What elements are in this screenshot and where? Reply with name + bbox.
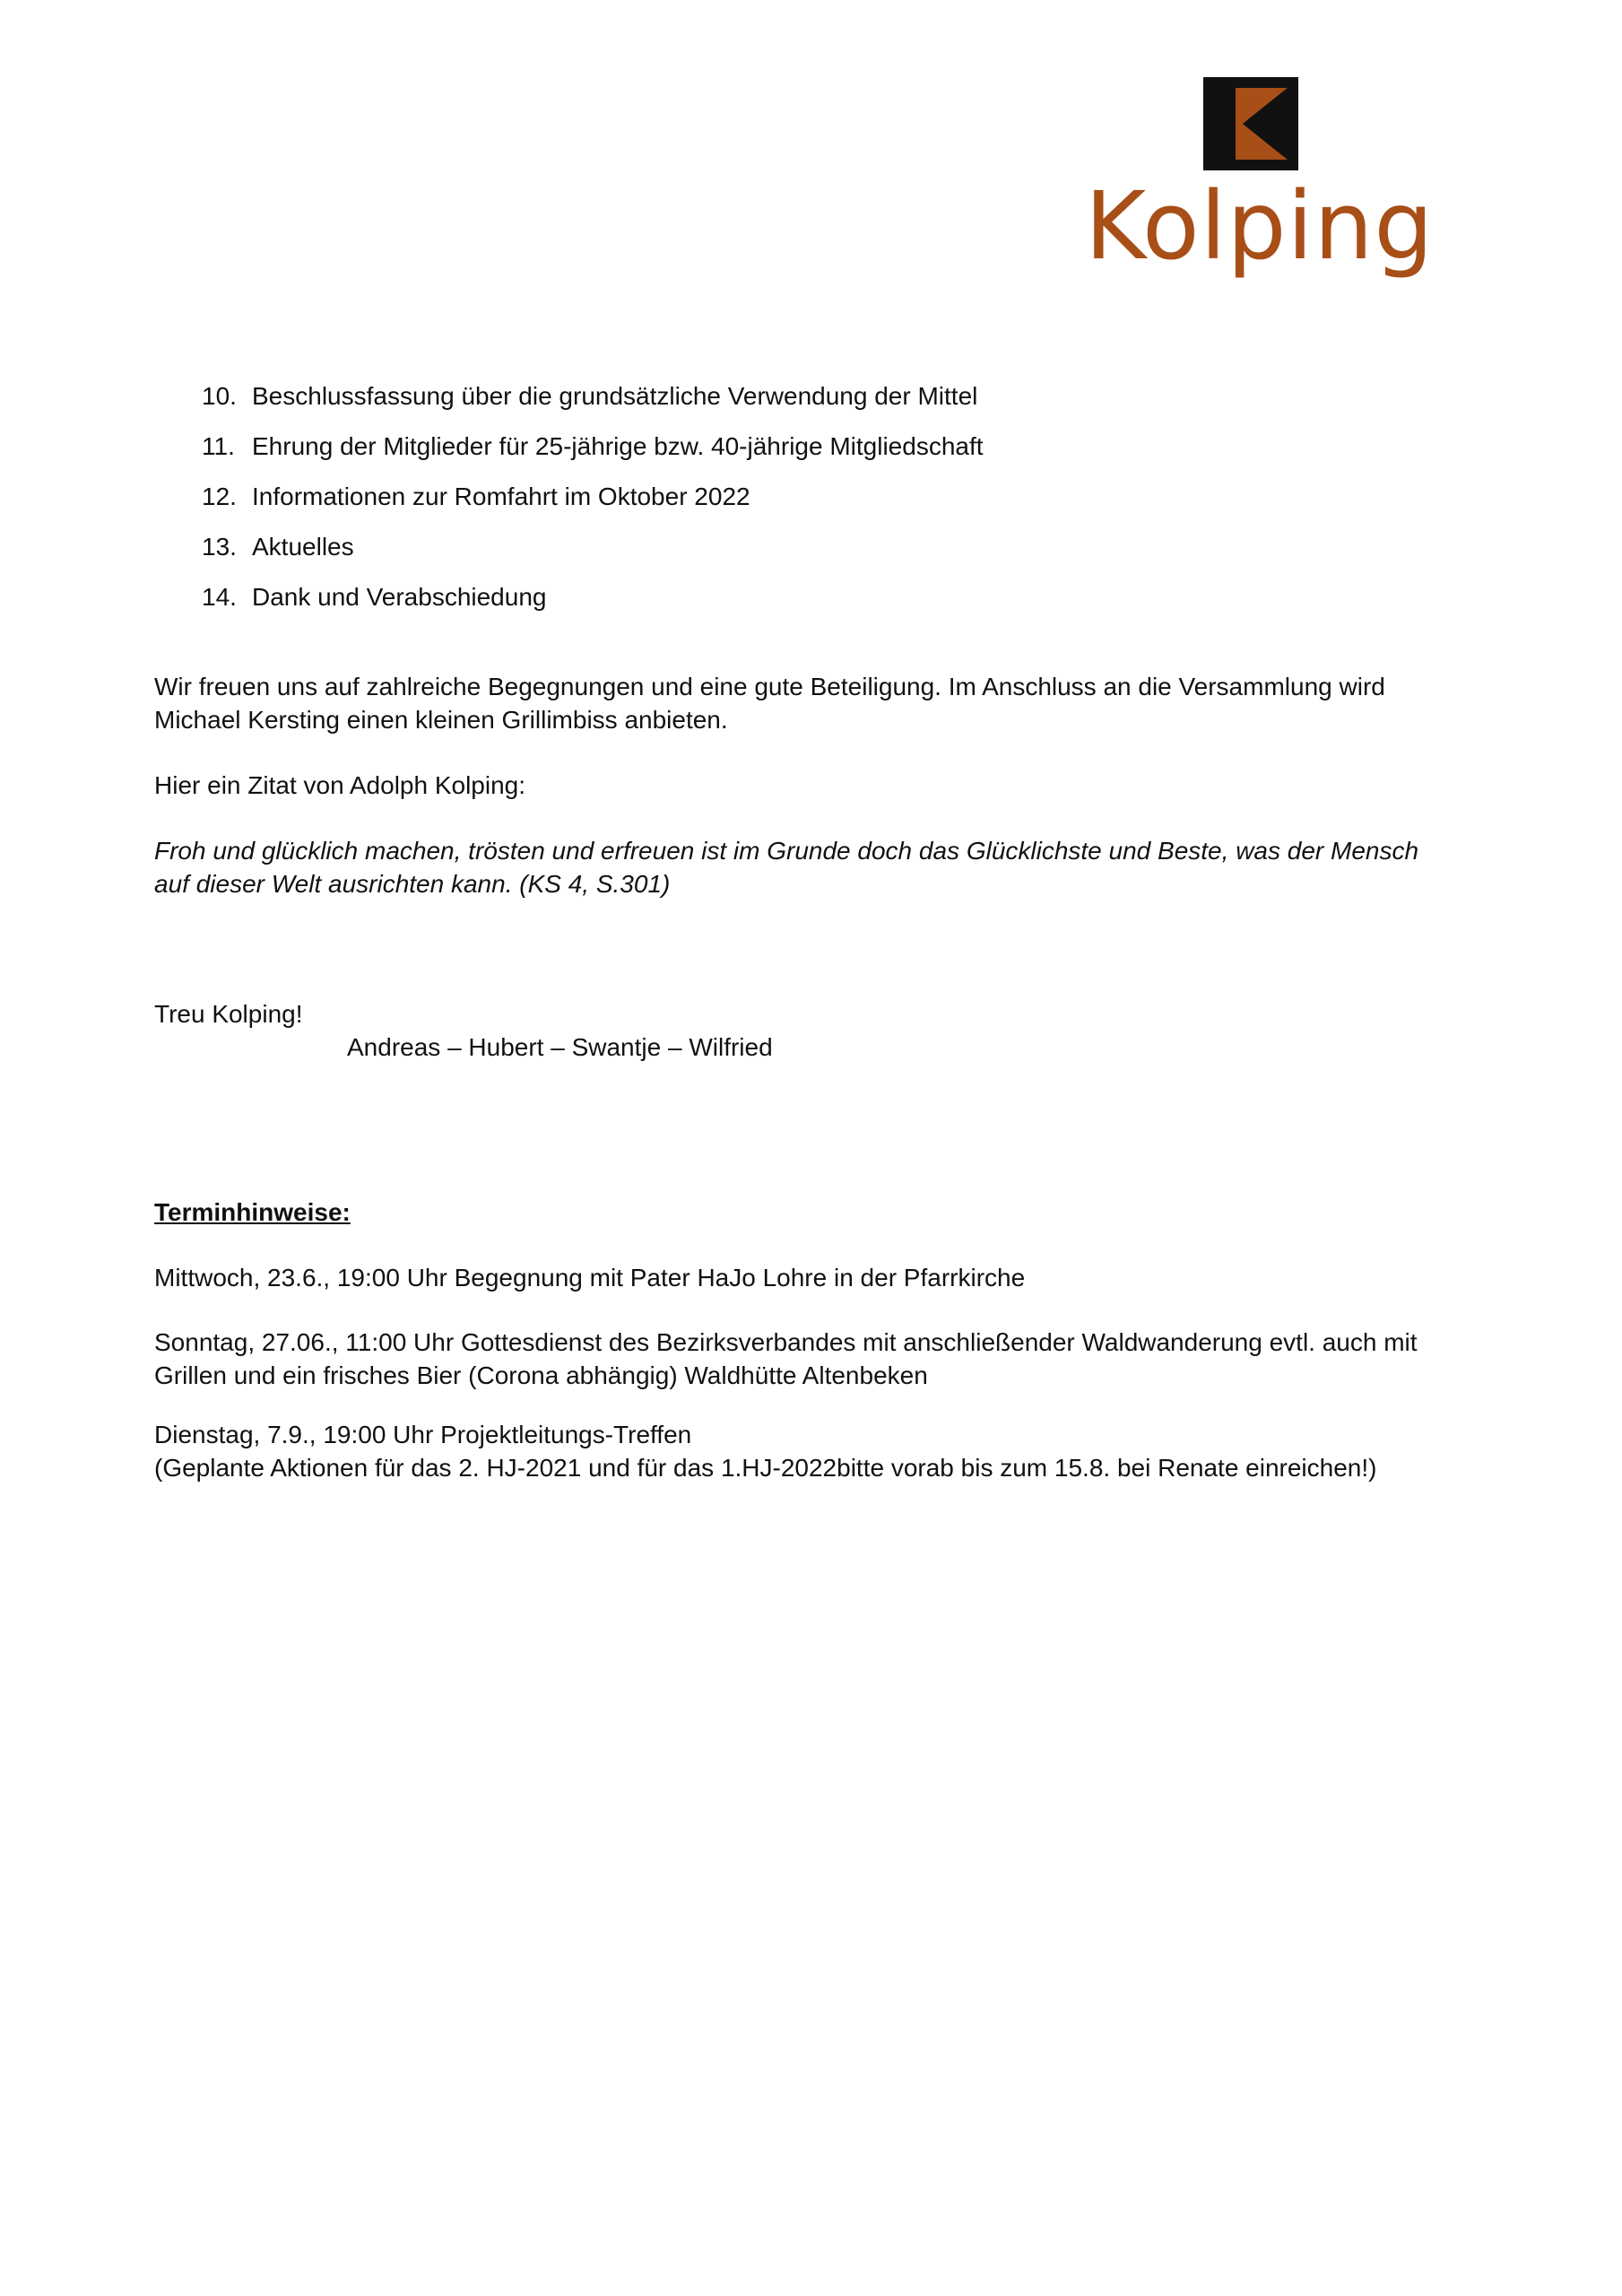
- date-item-line: (Geplante Aktionen für das 2. HJ-2021 und für das 1.HJ-2022bitte vorab bis zum 15.8. bei Renate einreichen!): [154, 1454, 1377, 1482]
- agenda-item: [202, 379, 984, 430]
- agenda-item-text: Aktuelles: [252, 533, 354, 561]
- quote-intro: Hier ein Zitat von Adolph Kolping:: [154, 771, 526, 799]
- agenda-item: [202, 480, 984, 530]
- date-item: [154, 1418, 1376, 1484]
- date-item-line: Grillen und ein frisches Bier (Corona abhängig) Waldhütte Altenbeken: [154, 1361, 928, 1389]
- signatures: Andreas – Hubert – Swantje – Wilfried: [347, 1033, 773, 1061]
- agenda-item-number: 11.: [202, 432, 235, 460]
- agenda-item: [202, 530, 984, 580]
- agenda-item: [202, 580, 984, 631]
- agenda-item-number: 10.: [202, 382, 237, 410]
- date-item-line: Dienstag, 7.9., 19:00 Uhr Projektleitungs-Treffen: [154, 1421, 692, 1448]
- agenda-list: [202, 379, 984, 631]
- kolping-wordmark: Kolping: [1085, 171, 1435, 281]
- quote-line: Froh und glücklich machen, trösten und erfreuen ist im Grunde doch das Glücklichste und Beste, was der Mensch: [154, 837, 1419, 865]
- agenda-item-number: 14.: [202, 583, 237, 611]
- welcome-paragraph: [154, 670, 1385, 736]
- agenda-item-text: Beschlussfassung über die grundsätzliche Verwendung der Mittel: [252, 382, 978, 410]
- date-item-line: Sonntag, 27.06., 11:00 Uhr Gottesdienst des Bezirksverbandes mit anschließender Waldwanderung evtl. auch mit: [154, 1328, 1418, 1356]
- welcome-line: Wir freuen uns auf zahlreiche Begegnungen und eine gute Beteiligung. Im Anschluss an die Versammlung wird: [154, 673, 1385, 700]
- kolping-logo-mark: [1203, 77, 1298, 170]
- agenda-item: [202, 430, 984, 480]
- agenda-item-number: 13.: [202, 533, 237, 561]
- agenda-item-text: Informationen zur Romfahrt im Oktober 2022: [252, 483, 750, 510]
- welcome-line: Michael Kersting einen kleinen Grillimbiss anbieten.: [154, 706, 728, 734]
- quote-line: auf dieser Welt ausrichten kann. (KS 4, S.301): [154, 870, 671, 898]
- agenda-item-number: 12.: [202, 483, 237, 510]
- date-item: Mittwoch, 23.6., 19:00 Uhr Begegnung mit Pater HaJo Lohre in der Pfarrkirche: [154, 1264, 1026, 1292]
- date-item: [154, 1326, 1418, 1392]
- dates-heading: Terminhinweise:: [154, 1198, 351, 1226]
- agenda-item-text: Dank und Verabschiedung: [252, 583, 547, 611]
- agenda-item-text: Ehrung der Mitglieder für 25-jährige bzw. 40-jährige Mitgliedschaft: [252, 432, 984, 460]
- greeting: Treu Kolping!: [154, 1000, 303, 1028]
- kolping-quote: [154, 834, 1418, 900]
- kolping-logo: [1085, 74, 1435, 298]
